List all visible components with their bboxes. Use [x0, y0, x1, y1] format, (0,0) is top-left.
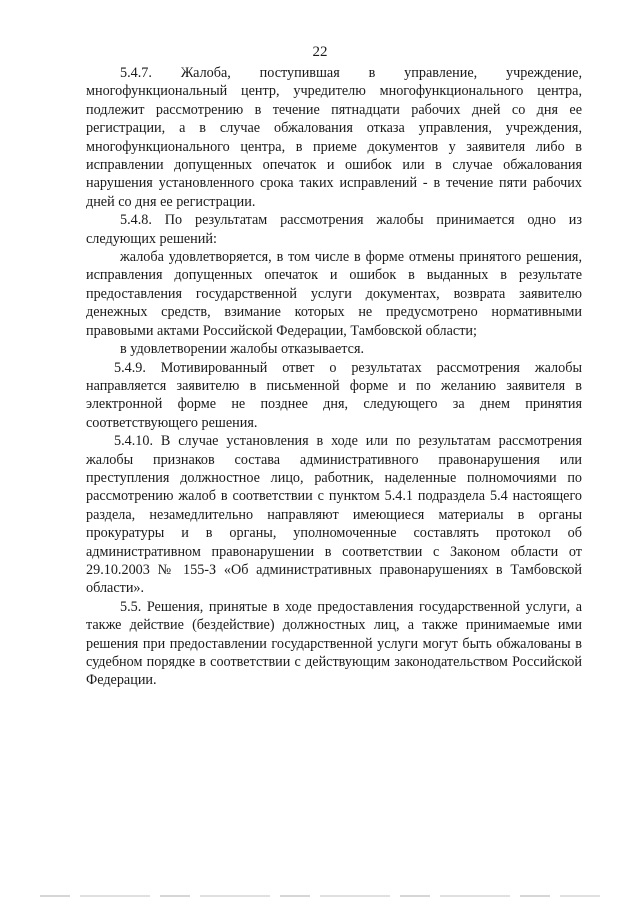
paragraph-5-4-10: 5.4.10. В случае установления в ходе или по результатам рассмотрения жалобы признаков состава административного правонарушения или преступления должностное лицо, работник, наделенные полномочиями по рассмотрению жалоб в соответствии с пунктом 5.4.1 подраздела 5.4 настоящего раздела, незамедлительно направляют имеющиеся материалы в органы прокуратуры и в органы, уполномоченные составлять протокол об административном правонарушении в соответствии с Законом области от 29.10.2003 № 155-З «Об административных правонарушениях в Тамбовской области». — [86, 433, 582, 597]
paragraph-5-4-8: 5.4.8. По результатам рассмотрения жалобы принимается одно из следующих решений: — [86, 212, 582, 247]
paragraph-5-4-8-b: в удовлетворении жалобы отказывается. — [120, 341, 365, 358]
footer-divider — [40, 895, 600, 897]
paragraph-5-4-7: 5.4.7. Жалоба, поступившая в управление, учреждение, многофункциональный центр, учредителю многофункционального центра, подлежит рассмотрению в течение пятнадцати рабочих дней со дня ее регистрации, а в случае обжалования отказа управления, учреждения, многофункционального центра, в приеме документов у заявителя либо в исправлении допущенных опечаток и ошибок или в случае обжалования нарушения установленного срока таких исправлений - в течение пяти рабочих дней со дня ее регистрации. — [86, 65, 582, 210]
paragraph-5-4-9: 5.4.9. Мотивированный ответ о результатах рассмотрения жалобы направляется заявителю в письменной форме и по желанию заявителя в электронной форме не позднее дня, следующего за днем принятия соответствующего решения. — [86, 359, 582, 431]
paragraph-5-5: 5.5. Решения, принятые в ходе предоставления государственной услуги, а также действие (бездействие) должностных лиц, а также принимаемые ими решения при предоставлении государственной услуги могут быть обжалованы в судебном порядке в соответствии с действующим законодательством Российской Федерации. — [86, 598, 582, 689]
page-number: 22 — [312, 44, 328, 60]
document-body — [86, 64, 582, 690]
paragraph-5-4-8-a: жалоба удовлетворяется, в том числе в форме отмены принятого решения, исправления допущенных опечаток и ошибок в выданных в результате предоставления государственной услуги документах, возврата заявителю денежных средств, взимание которых не предусмотрено нормативными правовыми актами Российской Федерации, Тамбовской области; — [86, 249, 582, 339]
